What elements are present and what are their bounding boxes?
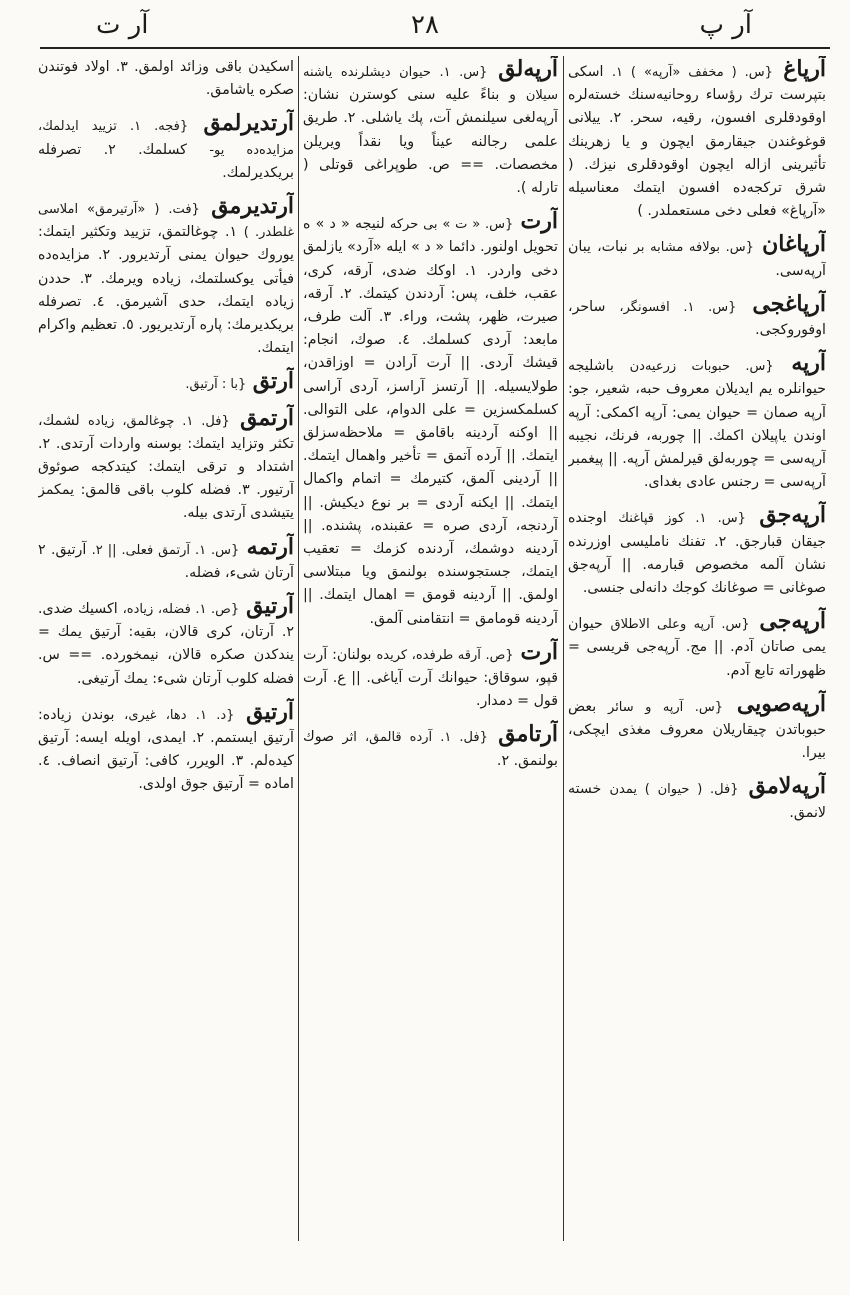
dictionary-entry: [568, 231, 826, 282]
entry-definition: بعض حبوباتدن چیقاریلان معروف مغذی ایچکی، بیرا.: [568, 698, 826, 762]
entry-headword: آرپه‌جق: [759, 502, 826, 529]
entry-headword: آرتمق: [240, 404, 294, 431]
entry-definition: ١. چوغالتمق، تزیید وتکثیر ایتمك: یوروك حیوان یمنی آرتدیرور. ٢. مزایده‌ده فیأتی یوکسلتمك، زیاده ویرمك. ٣. حددن زیاده ایتمك، حدی آشیرمق. ٤. تصرفله بریکدیرمك: پاره آرتدیریور. ٥. تعظیم واکرام ایتمك.: [38, 224, 294, 357]
entry-definition: لشمك، تکثر وتزاید ایتمك: بوسنه واردات آرتدی. ٢. اشتداد و ترقی ایتمك: کیتدکجه صوئوق آرتیور. ٣. فضله کلوب باقی قالمق: یمکمز یتیشدی آرتدی بیله.: [38, 412, 294, 522]
column-left: [38, 56, 294, 1241]
entry-definition: بوندن زیاده: آرتیق ایستمم. ٢. ایمدی، اویله ایسه: آرتیق کیده‌لم. ٣. الویرر، کافی: آرتیق انصاف. ٤. اماده = آرتیق جوق اولدی.: [38, 706, 294, 793]
entry-definition: باشلیجه حیوانلره یم ایدیلان معروف حبه، شعیر، جو: آرپه صمان = حیوان یمی: آرپه اکمکی: آرپه اوندن یاپیلان اکمك. || چوربه، فرنك، نجیبه آرپه‌سی = چوربه‌لق قیرلمش آرپه. || پیغمبر آرپه‌سی = رجنس عادی بغدای.: [568, 358, 826, 491]
dictionary-entry: [303, 56, 558, 200]
entry-definition: و بناءً علیه سنی کوسترن نشان: آرپه‌لغی سیلنمش آت، پك یاشلی. ٢. طریق علمی رجالنه عیناً ویا نقداً ویریلن مخصصات. == ص. طوپراغی قوتلی ( تارله ).: [303, 87, 558, 197]
entry-definition: آرتیق. ٢ آرتان شیء، فضله.: [38, 541, 294, 581]
entry-definition: خسته لانمق.: [568, 781, 826, 821]
dictionary-entry: [568, 56, 826, 223]
page-header: [0, 0, 850, 52]
dictionary-entry: [568, 291, 826, 342]
entry-headword: آرپه‌لق: [498, 56, 558, 82]
dictionary-entry: [38, 405, 294, 526]
entry-origin: {س. آرپه و سائر: [608, 699, 724, 715]
entry-origin: {س. ١. افسونگر،: [619, 299, 737, 315]
running-head-right: آر پ: [699, 10, 752, 40]
entry-headword: آرتق: [252, 368, 294, 395]
entry-headword: آرپاغ: [783, 56, 826, 82]
dictionary-entry: [38, 699, 294, 797]
entry-definition: اسکیدن باقی وزائد اولمق. ٣. اولاد فوتندن صکره یاشامق.: [38, 59, 294, 99]
dictionary-entry: [568, 502, 826, 600]
entry-headword: آرتیق: [246, 698, 294, 725]
entry-definition: نبات، یبان آرپه‌سی.: [568, 239, 826, 279]
dictionary-entry: [568, 350, 826, 494]
column-right: [568, 56, 826, 1241]
entry-origin: {س. ١. حیوان دیشلرنده یاشنه سیلان: [303, 65, 558, 104]
entry-origin: {س. آرپه وعلى الاطلاق: [610, 617, 750, 633]
entry-origin: {س. حبوبات زرعیه‌دن: [629, 359, 774, 375]
entry-origin: {س. ١. آرتمق فعلی. || ٢.: [91, 542, 240, 558]
header-rule: [40, 47, 830, 49]
entry-headword: آرتامق: [498, 721, 558, 748]
dictionary-entry: [38, 534, 294, 585]
dictionary-entry: [38, 368, 294, 396]
entry-headword: آرت: [520, 208, 558, 235]
entry-origin: {س. ( مخفف «آرپه» ) ١.: [611, 65, 773, 80]
entry-headword: آرتدیرمق: [211, 193, 294, 220]
dictionary-entry-continued: [38, 56, 294, 102]
dictionary-entry: [303, 639, 558, 714]
entry-headword: آرپه‌لامق: [748, 773, 826, 800]
dictionary-entry: [303, 208, 558, 631]
running-head-left: آر ت: [96, 10, 149, 40]
entry-origin: {د. ١. دها، غیری،: [124, 707, 235, 723]
entry-definition: اکسیك ضدی. ٢. آرتان، کری قالان، بقیه: آرتیق یمك = یندکدن صکره قالان، نیمخورده. == س. فضله کلوب آرتان شیء: یمك آرتیغی.: [38, 601, 294, 687]
entry-origin: {فت. ( «آرتیرمق» املاسی غلطدر. ): [38, 202, 294, 241]
entry-headword: آرتمه: [246, 533, 294, 560]
entry-headword: آرپه‌صویی: [736, 690, 826, 717]
entry-origin: {فجه. ١. تزیید ایدلمك، مزایده‌ده یو-: [38, 119, 294, 158]
dictionary-entry: [568, 773, 826, 824]
entry-definition: اسکی بتپرست ترك رؤساء روحانیه‌سنك خسته‌لره اوقودقلری افسون، رقیه، سحر. ٢. ییلانی قوغوغندن جیقارمق ایچون و یا زهرینك تأثیرینی ازاله ایچون اوقودقلری نیزك. ( شرق ترکجه‌ده افسون ایتمك معناسیله «آرپاغ» فعلی دخی مستعملدر. ): [568, 64, 826, 220]
entry-origin: {با : آرتیق.: [185, 377, 247, 393]
entry-origin: {س. « ت » بی حرکه: [389, 217, 514, 233]
dictionary-entry: [568, 691, 826, 766]
entry-definition: ساحر، اوفوروکجی.: [568, 298, 826, 339]
entry-headword: آرپه: [791, 350, 826, 377]
entry-origin: {فل. ١. چوغالمق، زیاده: [88, 413, 230, 429]
entry-headword: آرت: [520, 638, 558, 665]
entry-definition: صوك بولنمق. ٢.: [303, 729, 558, 769]
dictionary-entry: [303, 721, 558, 772]
column-middle: [303, 56, 558, 1241]
entry-headword: آرپاغجی: [752, 290, 826, 317]
entry-origin: {ص. آرقه طرفده، کریده: [376, 647, 514, 663]
entry-headword: آرتیق: [246, 593, 294, 620]
column-divider-left: [298, 56, 299, 1241]
entry-definition: حیوان یمی صاتان آدم. || مج. آرپه‌جی قریسی = ظهوراته تابع آدم.: [568, 616, 826, 679]
entry-headword: آرپاغان: [762, 231, 826, 258]
entry-definition: بولنان: آرت قپو، سوقاق: حیوانك آرت آیاغی. || ع. آرت قول = دمدار.: [303, 646, 558, 710]
dictionary-entry: [38, 193, 294, 360]
entry-headword: آرپه‌جی: [759, 608, 826, 635]
entry-origin: {ص. ١. فضله، زیاده،: [122, 602, 240, 618]
entry-origin: {فل. ( حیوان ) یمدن: [609, 782, 739, 798]
entry-definition: اوجنده جیقان قبارجق. ٢. تفنك ناملیسی اوزرنده نشان آلمه مخصوص قبارمه. || آرپه‌جق صوغانی = صوغانك کوجك دانه‌لی جنسی.: [568, 510, 826, 597]
column-divider-right: [563, 56, 564, 1241]
entry-origin: {س. ١. کوز قپاغنك: [618, 511, 746, 527]
entry-definition: کسلمك. ٢. تصرفله بریکدیرلمك.: [38, 141, 294, 181]
entry-headword: آرتدیرلمق: [203, 110, 294, 137]
page-number: ٢٨: [411, 10, 439, 40]
entry-origin: {س. بولافه مشابه بر: [633, 240, 754, 256]
dictionary-entry: [38, 110, 294, 185]
dictionary-entry: [568, 608, 826, 683]
dictionary-entry: [38, 593, 294, 691]
entry-origin: {فل. ١. آرده قالمق، اثر: [342, 730, 488, 746]
entry-definition: لنیجه « د » ه تحویل اولنور. دائما « د » ایله «آرد» یازلمق دخی واردر. ١. اوکك ضدی، آرقه، کری، عقب، خلف، پس: آردندن کیتمك. ٢. آرقه، صیرت، ظهر، پشت، وراء. ٣. آلت طرف، مابعد: آردی کسلمك. ٤. صوك، انجام: قیشك آردی. || آرت آرادن = اوزاقدن، طولایسیله. || آرتسز آراسز، آردی آراسی کسلمکسزین = على الدوام، على التوالی. || اوکنه آردینه باقامق = ملاحظه‌سزلق ایتمك. || آرده آتمق = تأخیر واهمال ایتمك. || آردینی آلمق، کتیرمك = اتمام واکمال ایتمك. || ایکنه آردی = بر نوع دیکیش. || آردنجه، آردی صره = عقبنده، پشنده. || آردینه دوشمك، آردنده کزمك = تعقیب ایتمك، جستجوسنده بولنمق ویا مبتلاسی اولمق. || آردینه قومق = اهمال ایتمك. || آردینه قومامق = انتقامنی آلمق.: [303, 216, 558, 627]
